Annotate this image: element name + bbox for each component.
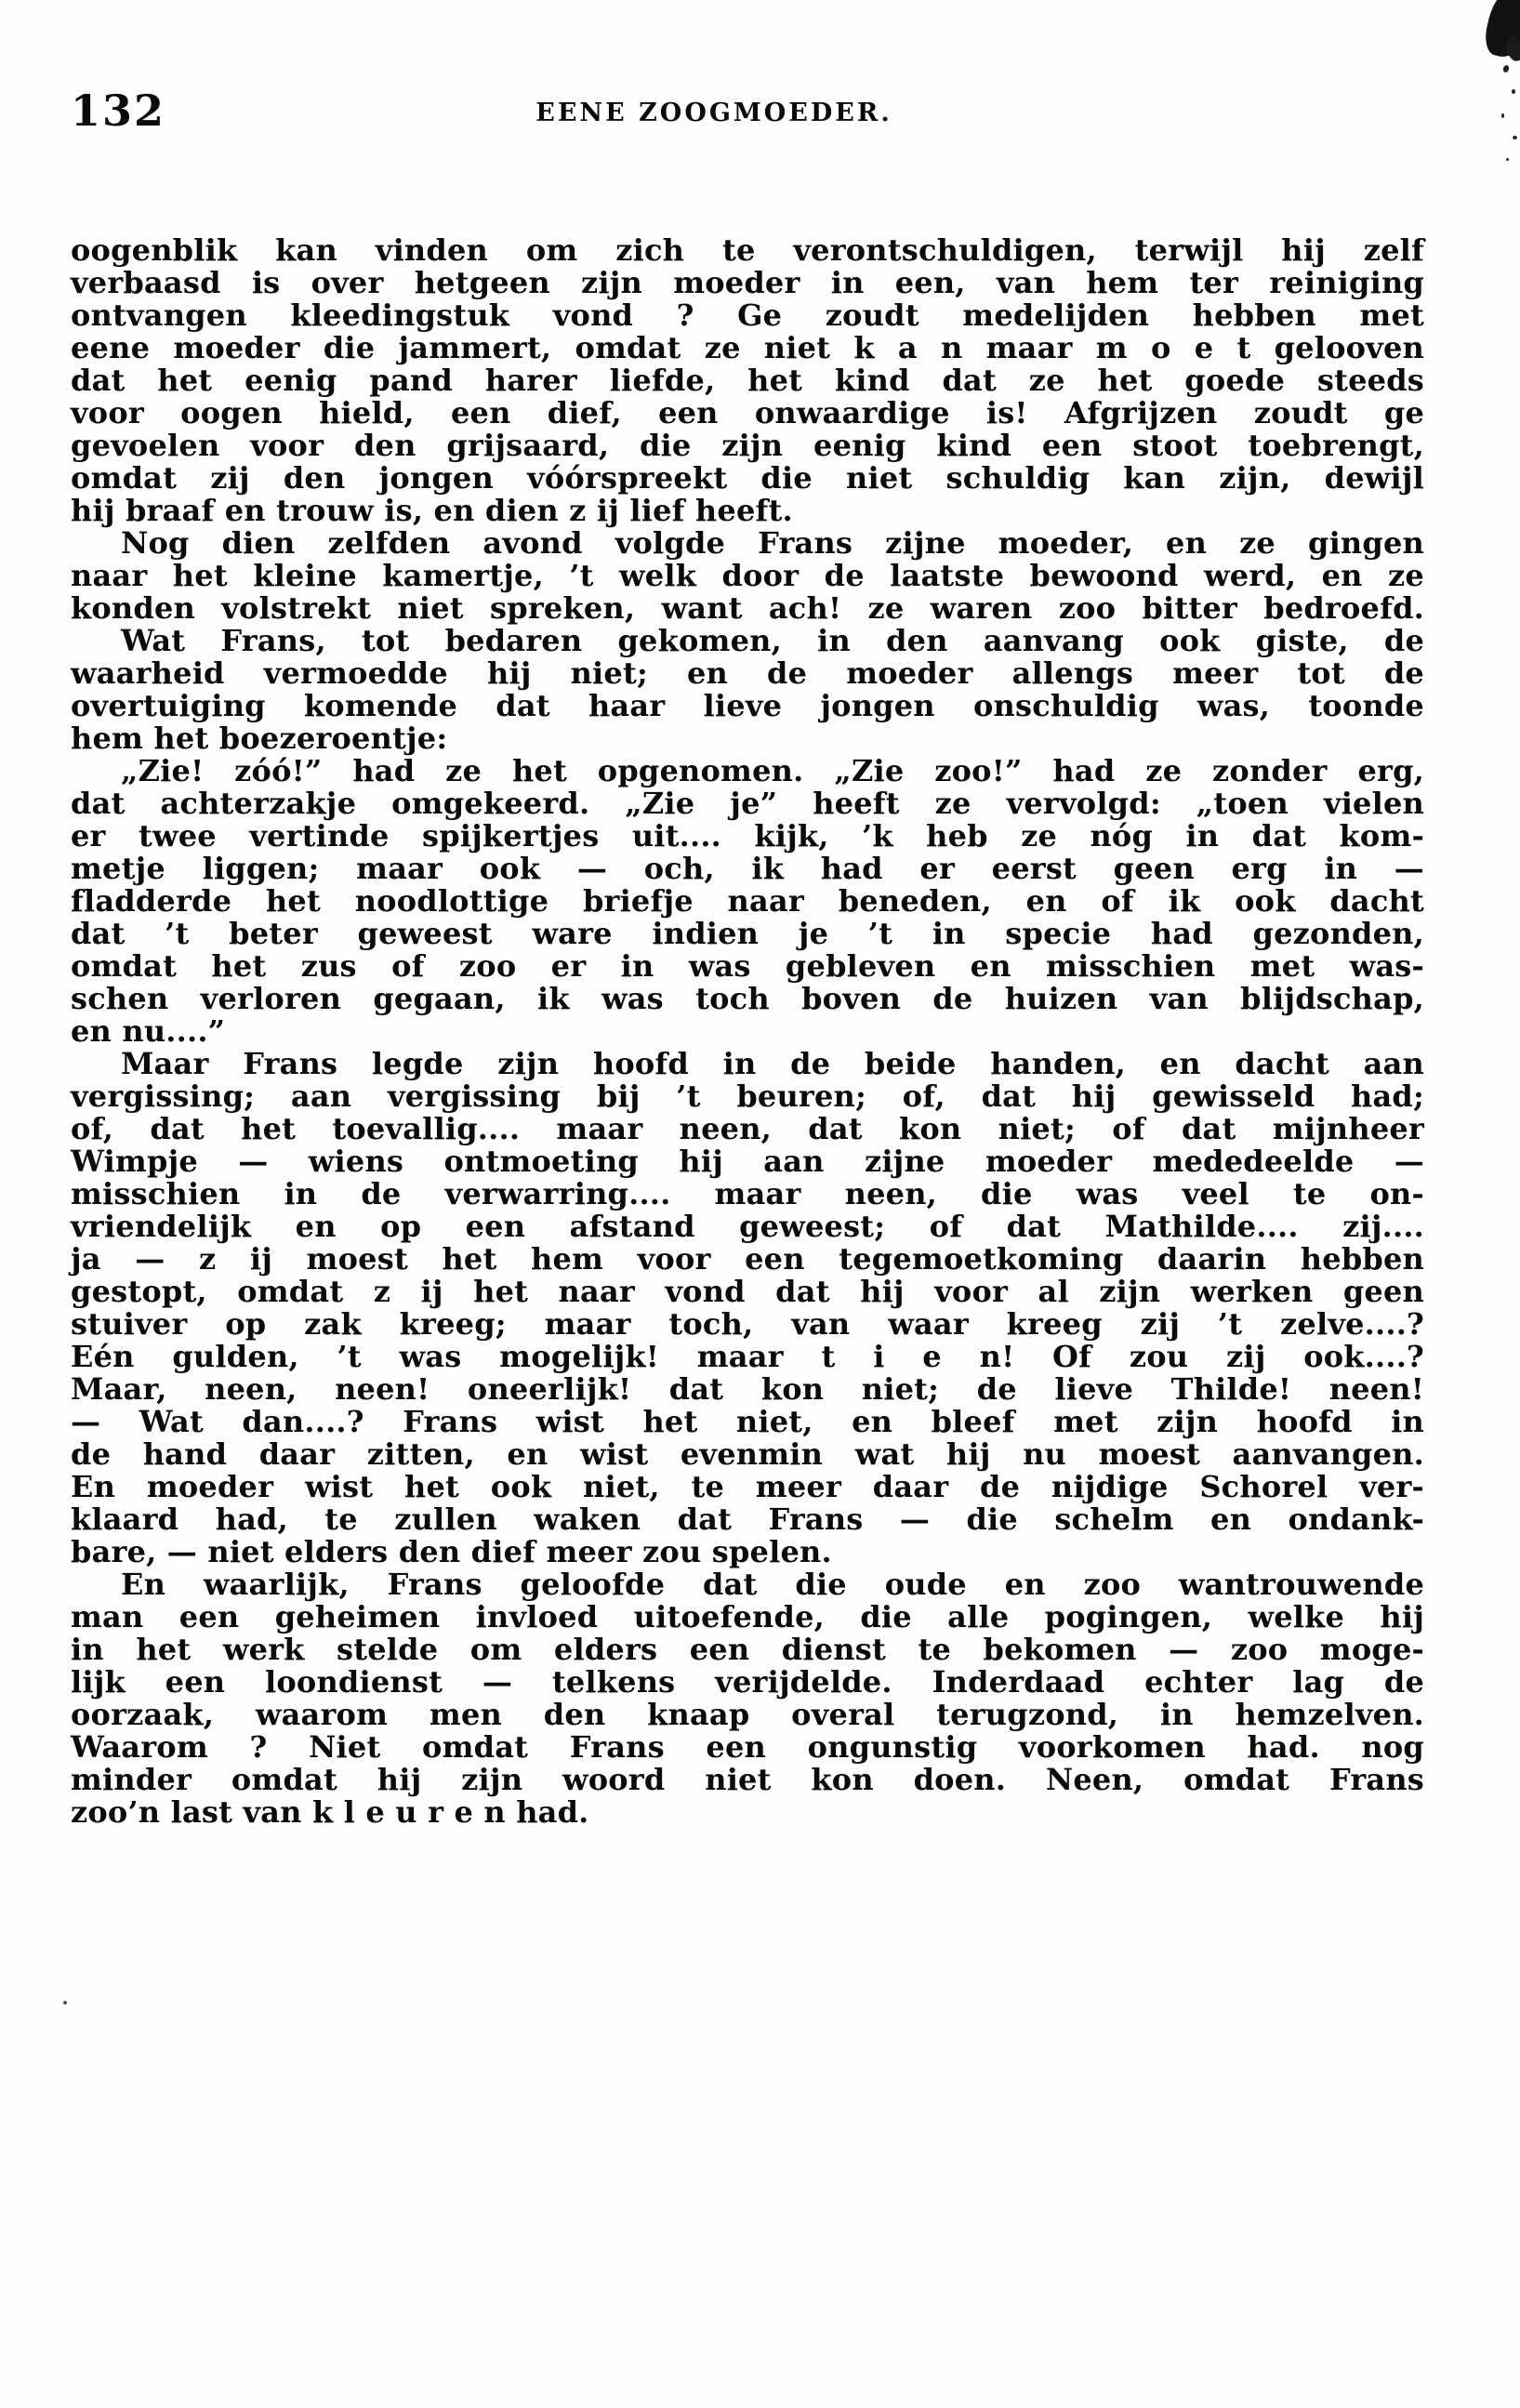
- text-line: stuiver op zak kreeg; maar toch, van waar kreeg zij ’t zelve....?: [71, 1306, 1424, 1342]
- text-line: eene moeder die jammert, omdat ze niet k a n maar m o e t gelooven: [71, 330, 1424, 365]
- text-line: man een geheimen invloed uitoefende, die alle pogingen, welke hij: [71, 1599, 1424, 1634]
- text-line: Wat Frans, tot bedaren gekomen, in den aanvang ook giste, de: [121, 623, 1424, 658]
- text-line: „Zie! zóó!” had ze het opgenomen. „Zie zoo!” had ze zonder erg,: [121, 753, 1424, 788]
- text-line: gestopt, omdat z ij het naar vond dat hij voor al zijn werken geen: [71, 1274, 1424, 1309]
- text-line: hij braaf en trouw is, en dien z ij lief heeft.: [71, 493, 793, 528]
- text-line: ja — z ij moest het hem voor een tegemoetkoming daarin hebben: [71, 1241, 1424, 1277]
- text-line: vergissing; aan vergissing bij ’t beuren; of, dat hij gewisseld had;: [71, 1078, 1424, 1114]
- text-line: naar het kleine kamertje, ’t welk door de laatste bewoond werd, en ze: [71, 558, 1424, 593]
- text-line: voor oogen hield, een dief, een onwaardige is! Afgrijzen zoudt ge: [71, 395, 1424, 430]
- text-line: fladderde het noodlottige briefje naar beneden, en of ik ook dacht: [71, 883, 1424, 919]
- text-line: Eén gulden, ’t was mogelijk! maar t i e n! Of zou zij ook....?: [71, 1339, 1424, 1374]
- text-line: of, dat het toevallig.... maar neen, dat kon niet; of dat mijnheer: [71, 1111, 1424, 1146]
- text-line: — Wat dan....? Frans wist het niet, en bleef met zijn hoofd in: [71, 1404, 1424, 1439]
- text-line: verbaasd is over hetgeen zijn moeder in een, van hem ter reiniging: [71, 265, 1424, 300]
- text-line: de hand daar zitten, en wist evenmin wat hij nu moest aanvangen.: [71, 1436, 1424, 1472]
- scan-speck-artifact: [1502, 64, 1510, 73]
- text-line: en nu....”: [71, 1013, 226, 1049]
- running-title: EENE ZOOGMOEDER.: [535, 99, 892, 127]
- scan-speck-artifact: [1501, 113, 1504, 118]
- text-line: overtuiging komende dat haar lieve jongen onschuldig was, toonde: [71, 688, 1424, 723]
- text-line: klaard had, te zullen waken dat Frans — die schelm en ondank-: [71, 1502, 1424, 1537]
- text-line: oorzaak, waarom men den knaap overal terugzond, in hemzelven.: [71, 1697, 1424, 1732]
- scan-speck-artifact: [1512, 89, 1515, 94]
- text-line: zoo’n last van k l e u r e n had.: [71, 1794, 589, 1830]
- text-line: bare, — niet elders den dief meer zou spelen.: [71, 1534, 832, 1569]
- text-line: En moeder wist het ook niet, te meer daar de nijdige Schorel ver-: [71, 1469, 1424, 1504]
- text-line: in het werk stelde om elders een dienst te bekomen — zoo moge-: [71, 1632, 1424, 1667]
- text-line: omdat zij den jongen vóórspreekt die niet schuldig kan zijn, dewijl: [71, 460, 1424, 496]
- text-line: En waarlijk, Frans geloofde dat die oude en zoo wantrouwende: [121, 1567, 1424, 1602]
- text-line: dat ’t beter geweest ware indien je ’t in specie had gezonden,: [71, 916, 1424, 951]
- text-line: er twee vertinde spijkertjes uit.... kijk, ’k heb ze nóg in dat kom-: [71, 818, 1424, 853]
- text-line: schen verloren gegaan, ik was toch boven de huizen van blijdschap,: [71, 981, 1424, 1016]
- text-line: metje liggen; maar ook — och, ik had er eerst geen erg in —: [71, 851, 1424, 886]
- text-line: Wimpje — wiens ontmoeting hij aan zijne moeder mededeelde —: [71, 1144, 1424, 1179]
- text-line: waarheid vermoedde hij niet; en de moeder allengs meer tot de: [71, 655, 1424, 691]
- text-line: hem het boezeroentje:: [71, 721, 448, 756]
- text-line: ontvangen kleedingstuk vond ? Ge zoudt medelijden hebben met: [71, 298, 1424, 333]
- text-line: dat het eenig pand harer liefde, het kind dat ze het goede steeds: [71, 363, 1424, 398]
- text-block: [71, 234, 1424, 1829]
- text-line: konden volstrekt niet spreken, want ach! ze waren zoo bitter bedroefd.: [71, 590, 1424, 626]
- scan-speck-artifact: [1513, 136, 1517, 139]
- text-line: dat achterzakje omgekeerd. „Zie je” heeft ze vervolgd: „toen vielen: [71, 786, 1424, 821]
- page-number: 132: [71, 86, 166, 136]
- scan-speck-artifact: [1506, 158, 1509, 161]
- text-line: vriendelijk en op een afstand geweest; of dat Mathilde.... zij....: [71, 1209, 1424, 1244]
- text-line: Nog dien zelfden avond volgde Frans zijne moeder, en ze gingen: [121, 525, 1424, 561]
- text-line: oogenblik kan vinden om zich te verontschuldigen, terwijl hij zelf: [71, 232, 1424, 268]
- text-line: misschien in de verwarring.... maar neen, die was veel te on-: [71, 1176, 1424, 1211]
- text-line: minder omdat hij zijn woord niet kon doen. Neen, omdat Frans: [71, 1762, 1424, 1797]
- text-line: Maar, neen, neen! oneerlijk! dat kon niet; de lieve Thilde! neen!: [71, 1371, 1424, 1407]
- text-line: Waarom ? Niet omdat Frans een ongunstig voorkomen had. nog: [71, 1729, 1424, 1765]
- scan-speck-artifact: [63, 2001, 67, 2004]
- text-line: gevoelen voor den grijsaard, die zijn eenig kind een stoot toebrengt,: [71, 428, 1424, 463]
- text-line: lijk een loondienst — telkens verijdelde. Inderdaad echter lag de: [71, 1664, 1424, 1700]
- text-line: omdat het zus of zoo er in was gebleven en misschien met was-: [71, 948, 1424, 984]
- text-line: Maar Frans legde zijn hoofd in de beide handen, en dacht aan: [121, 1046, 1424, 1081]
